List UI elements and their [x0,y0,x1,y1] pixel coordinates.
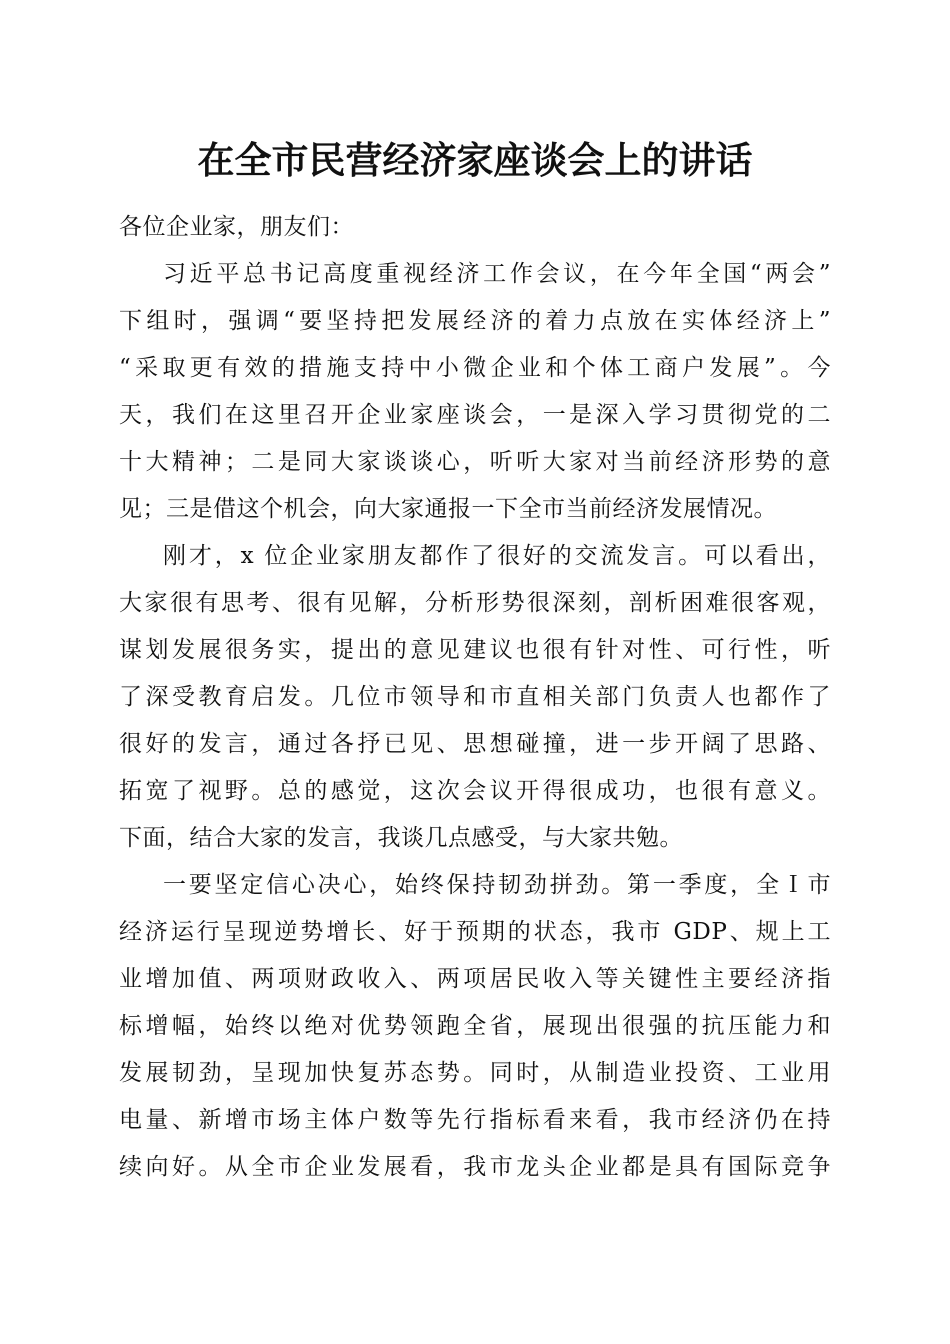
body-line: 标增幅，始终以绝对优势领跑全省，展现出很强的抗压能力和 [119,1013,831,1039]
body-line: 拓宽了视野。总的感觉，这次会议开得很成功，也很有意义。 [119,778,831,804]
body-line: 习近平总书记高度重视经济工作会议，在今年全国“两会” [163,261,831,287]
document-body [119,204,831,1191]
body-line: 下面，结合大家的发言，我谈几点感受，与大家共勉。 [119,825,683,851]
body-line: 谋划发展很务实，提出的意见建议也很有针对性、可行性，听 [119,637,831,663]
document-title: 在全市民营经济家座谈会上的讲话 [197,138,753,182]
body-line: 天，我们在这里召开企业家座谈会，一是深入学习贯彻党的二 [119,402,831,428]
body-line: 业增加值、两项财政收入、两项居民收入等关键性主要经济指 [119,966,831,992]
body-line: 下组时，强调“要坚持把发展经济的着力点放在实体经济上” [119,308,831,334]
body-line: 了深受教育启发。几位市领导和市直相关部门负责人也都作了 [119,684,831,710]
body-line: 续向好。从全市企业发展看，我市龙头企业都是具有国际竞争 [119,1154,831,1180]
body-line: 见；三是借这个机会，向大家通报一下全市当前经济发展情况。 [119,496,777,522]
body-line: “采取更有效的措施支持中小微企业和个体工商户发展”。今 [119,355,831,381]
body-line: 发展韧劲，呈现加快复苏态势。同时，从制造业投资、工业用 [119,1060,831,1086]
body-line: 各位企业家，朋友们： [119,214,354,240]
body-line: 一要坚定信心决心，始终保持韧劲拼劲。第一季度，全Ｉ市 [163,872,831,898]
body-line: 电量、新增市场主体户数等先行指标看来看，我市经济仍在持 [119,1107,831,1133]
body-line: 十大精神；二是同大家谈谈心，听听大家对当前经济形势的意 [119,449,831,475]
body-line: 大家很有思考、很有见解，分析形势很深刻，剖析困难很客观， [119,590,831,616]
body-line: 经济运行呈现逆势增长、好于预期的状态，我市 GDP、规上工 [119,919,831,945]
body-line: 刚才，x 位企业家朋友都作了很好的交流发言。可以看出， [163,543,831,569]
body-line: 很好的发言，通过各抒已见、思想碰撞，进一步开阔了思路、 [119,731,831,757]
